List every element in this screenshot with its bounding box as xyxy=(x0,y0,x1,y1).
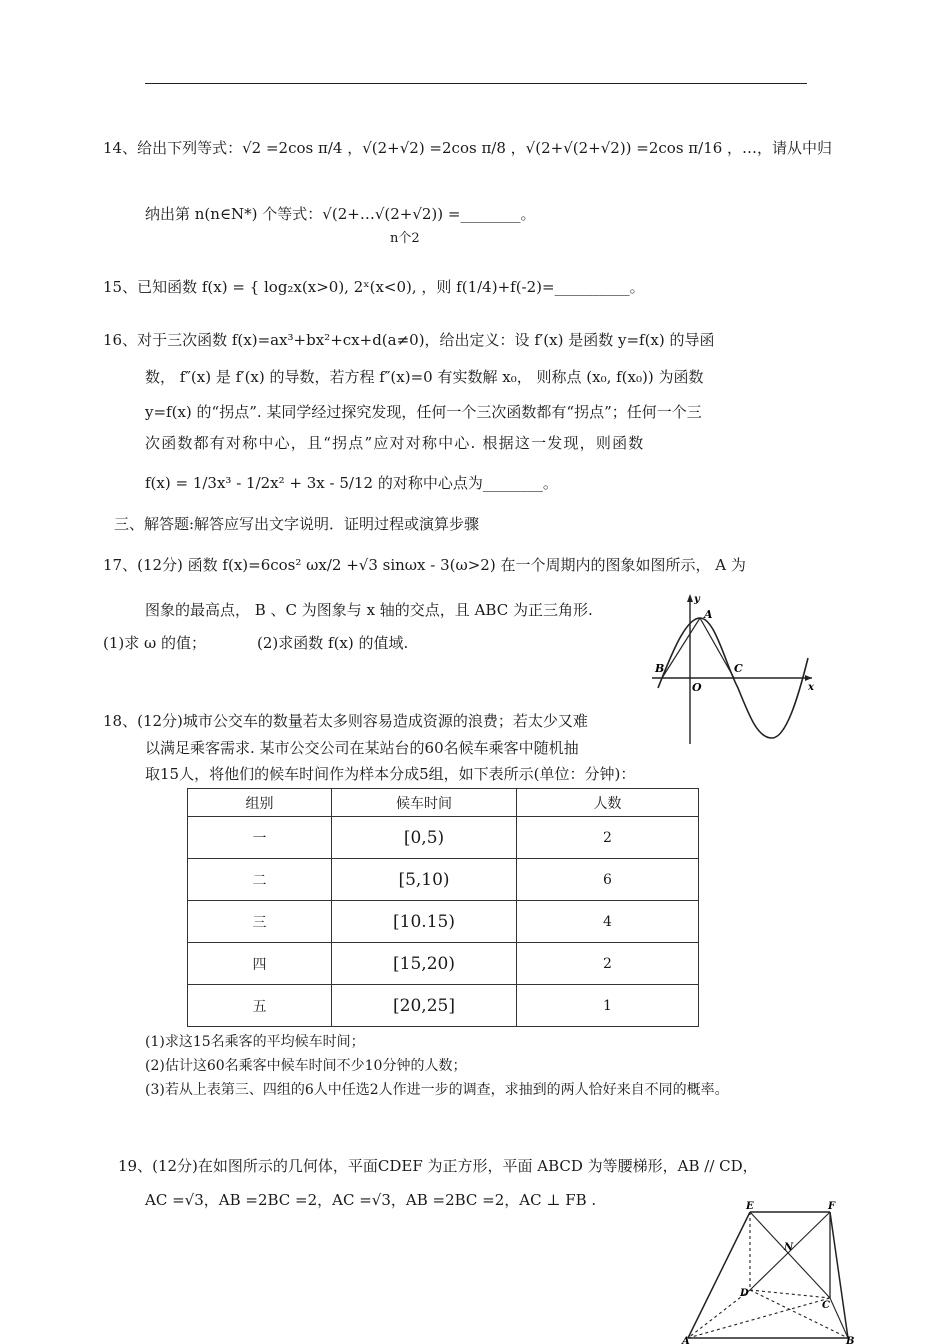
q17-sub1: (1)求 ω 的值； xyxy=(103,634,207,652)
table-row xyxy=(188,943,699,985)
q16-line4: 次函数都有对称中心，且“拐点”应对对称中心. 根据这一发现，则函数 xyxy=(145,434,645,452)
q17-line1: 17、(12分) 函数 f(x)=6cos² ωx/2 +√3 sinωx - 3(ω>2) 在一个周期内的图象如图所示， A 为 xyxy=(103,556,746,574)
table-cell: 四 xyxy=(188,943,332,985)
q16-line2: 数， f″(x) 是 f′(x) 的导数，若方程 f″(x)=0 有实数解 x₀， 则称点 (x₀, f(x₀)) 为函数 xyxy=(145,368,704,386)
q14-line2: 纳出第 n(n∈N*) 个等式：√(2+…√(2+√2)) =________。 xyxy=(145,205,536,223)
q14-line1: 14、给出下列等式：√2 =2cos π/4 ，√(2+√2) =2cos π/8 ，√(2+√(2+√2)) =2cos π/16 ，…，请从中归 xyxy=(103,139,833,157)
q14-under-label: n个2 xyxy=(390,231,420,246)
q18-line2: 以满足乘客需求. 某市公交公司在某站台的60名候车乘客中随机抽 xyxy=(145,739,579,757)
point-b-label: B xyxy=(655,662,665,675)
diag-ac xyxy=(688,1298,830,1338)
point-c-label: C xyxy=(734,662,743,675)
vertex-c-label: C xyxy=(822,1300,830,1311)
header-rule xyxy=(145,83,807,84)
triangle-side-ba xyxy=(662,618,700,678)
table-cell: 一 xyxy=(188,817,332,859)
point-a-label: A xyxy=(704,608,713,621)
table-row xyxy=(188,985,699,1027)
diag-ec xyxy=(750,1212,830,1298)
q16-line1: 16、对于三次函数 f(x)=ax³+bx²+cx+d(a≠0)，给出定义：设 f′(x) 是函数 y=f(x) 的导函 xyxy=(103,331,715,349)
q18-sub1: (1)求这15名乘客的平均候车时间； xyxy=(145,1034,365,1050)
edge-dc xyxy=(750,1290,830,1298)
table-cell: [5,10) xyxy=(332,859,517,901)
vertex-b-label: B xyxy=(846,1336,855,1344)
table-header-cell: 组别 xyxy=(188,789,332,817)
q16-line5: f(x) = 1/3x³ - 1/2x² + 3x - 5/12 的对称中心点为________。 xyxy=(145,474,558,492)
x-axis-label: x xyxy=(808,682,814,693)
table-cell: 4 xyxy=(517,901,699,943)
table-cell: [20,25] xyxy=(332,985,517,1027)
section3-heading: 三、解答题:解答应写出文字说明．证明过程或演算步骤 xyxy=(114,515,480,533)
y-axis-arrow xyxy=(687,594,693,602)
table-cell: [0,5) xyxy=(332,817,517,859)
origin-label: O xyxy=(692,681,702,694)
table-cell: 2 xyxy=(517,817,699,859)
q17-sub2: (2)求函数 f(x) 的值域. xyxy=(257,634,409,652)
table-header-cell: 人数 xyxy=(517,789,699,817)
q15-line1: 15、已知函数 f(x) = { log₂x(x>0), 2ˣ(x<0), ，则 f(1/4)+f(-2)=__________。 xyxy=(103,278,645,296)
q19-line1: 19、(12分)在如图所示的几何体，平面CDEF 为正方形，平面 ABCD 为等腰梯形，AB // CD， xyxy=(118,1157,758,1175)
table-cell: 2 xyxy=(517,943,699,985)
vertex-d-label: D xyxy=(740,1288,749,1299)
waiting-time-table xyxy=(187,788,699,1027)
q19-line2: AC =√3，AB =2BC =2，AC =√3，AB =2BC =2，AC ⊥ FB . xyxy=(145,1191,597,1209)
point-n-label: N xyxy=(784,1242,794,1253)
q18-sub2: (2)估计这60名乘客中候车时间不少10分钟的人数； xyxy=(145,1058,467,1074)
vertex-a-label: A xyxy=(682,1336,690,1344)
x-axis-arrow xyxy=(805,675,812,681)
table-cell: 五 xyxy=(188,985,332,1027)
q17-line2: 图象的最高点， B 、C 为图象与 x 轴的交点，且 ABC 为正三角形. xyxy=(145,601,593,619)
table-cell: 三 xyxy=(188,901,332,943)
y-axis-label: y xyxy=(694,594,700,605)
table-cell: 二 xyxy=(188,859,332,901)
triangle-side-ac xyxy=(700,618,734,678)
table-cell: 6 xyxy=(517,859,699,901)
table-cell: [10.15) xyxy=(332,901,517,943)
q18-line1: 18、(12分)城市公交车的数量若太多则容易造成资源的浪费；若太少又难 xyxy=(103,712,588,730)
q19-solid-figure xyxy=(676,1198,866,1344)
q18-sub3: (3)若从上表第三、四组的6人中任选2人作进一步的调查，求抽到的两人恰好来自不同的概率。 xyxy=(145,1082,729,1098)
table-cell: 1 xyxy=(517,985,699,1027)
edge-ea xyxy=(688,1212,750,1338)
vertex-f-label: F xyxy=(828,1201,836,1212)
q17-graph-figure xyxy=(650,588,820,748)
q18-line3: 取15人，将他们的候车时间作为样本分成5组，如下表所示(单位：分钟)： xyxy=(145,765,636,783)
table-row xyxy=(188,817,699,859)
vertex-e-label: E xyxy=(746,1201,754,1212)
table-cell: [15,20) xyxy=(332,943,517,985)
table-row xyxy=(188,859,699,901)
diag-db xyxy=(750,1290,848,1338)
table-row xyxy=(188,901,699,943)
q16-line3: y=f(x) 的“拐点”. 某同学经过探究发现，任何一个三次函数都有“拐点”；任何一个三 xyxy=(145,403,702,421)
table-header-row xyxy=(188,789,699,817)
table-header-cell: 候车时间 xyxy=(332,789,517,817)
